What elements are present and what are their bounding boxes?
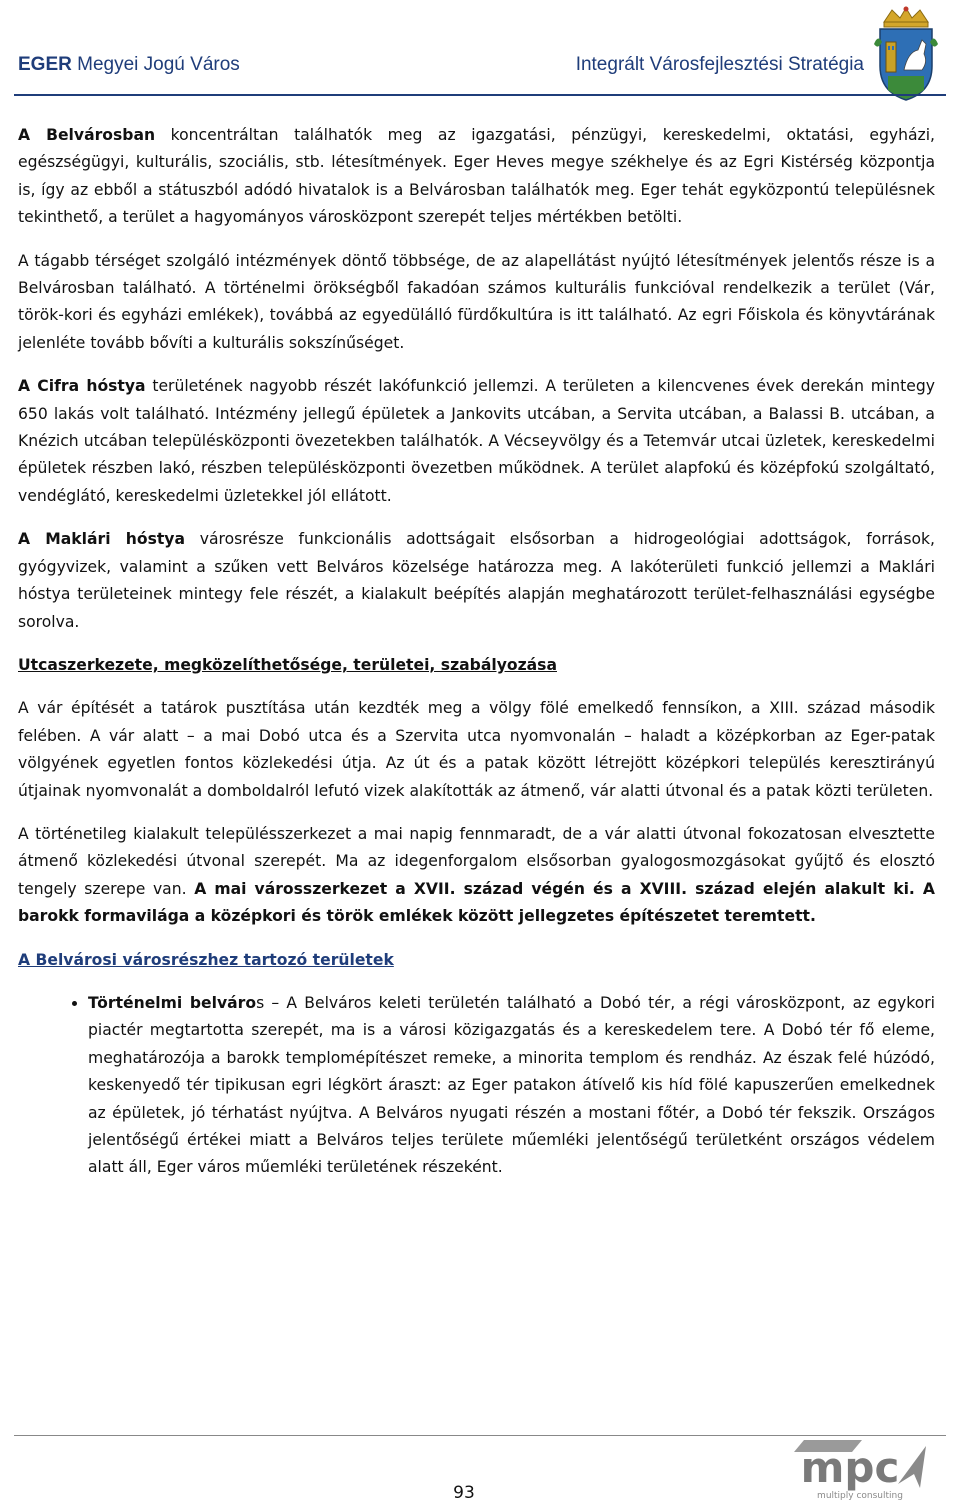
header-city-rest: Megyei Jogú Város — [71, 54, 240, 75]
term-belvarosban: A Belvárosban — [18, 126, 156, 144]
paragraph-telepulesszerkezet — [18, 821, 935, 931]
paragraph-cifra-hostya — [18, 373, 935, 510]
list-item-term: Történelmi belváro — [88, 993, 257, 1012]
header-divider — [14, 94, 946, 96]
header-doc-title: Integrált Városfejlesztési Stratégia — [575, 54, 864, 75]
header-city — [18, 54, 240, 76]
paragraph-maklari-hostya — [18, 526, 935, 636]
heading-utcaszerkezet: Utcaszerkezete, megközelíthetősége, területei, szabályozása — [18, 655, 557, 674]
paragraph-intezmenyek: A tágabb térséget szolgáló intézmények döntő többsége, de az alapellátást nyújtó létesítmények jelentős része is a Belvárosban található. A történelmi örökségből fakadóan számos kulturális funkcióval rendelkezik a terület (Vár, török-kori és egyházi emlékek), továbbá az egyedülálló fürdőkultúra is itt található. Az egri Főiskola és könyvtárának jelenléte tovább bővíti a kulturális sokszínűséget. — [18, 251, 935, 352]
area-list — [18, 990, 935, 1182]
mpc-logo — [766, 1438, 938, 1502]
crest-icon — [870, 4, 942, 104]
paragraph-text: A történetileg kialakult településszerkezet a mai napig fennmaradt, de a vár alatti útvonal fokozatosan elvesztette átmenő közlekedési útvonal szerepét. Ma az idegenforgalom elsősorban gyalogosmozgásokat gyűjtő és elosztó tengely szerepe van. — [18, 824, 935, 898]
heading-belvarosi-teruletek: A Belvárosi városrészhez tartozó területek — [18, 950, 394, 969]
term-cifra-hostya: A Cifra hóstya — [18, 377, 146, 396]
paragraph-text: városrésze funkcionális adottságait elsősorban a hidrogeológiai adottságok, források, gyógyvizek, valamint a szűken vett Belváros közelsége határozza meg. A lakóterületi funkció jellemzi a Maklári hóstya területeinek mintegy fele részét, a kialakult beépítés alapján meghatározott terület-felhasználási egységbe sorolva. — [18, 530, 935, 631]
page-header — [18, 54, 864, 76]
term-maklari-hostya: A Maklári hóstya — [18, 530, 185, 549]
mpc-logo-text: mpc — [800, 1443, 900, 1492]
paragraph-bold-text: A mai városszerkezet a XVII. század végén és a XVIII. század elején alakult ki. A barokk formavilága a középkori és török emlékek között jellegzetes építészetet teremtett. — [18, 879, 935, 926]
footer-divider — [14, 1435, 946, 1436]
paragraph-text: területének nagyobb részét lakófunkció jellemzi. A területen a kilencvenes évek derekán mintegy 650 lakás volt található. Intézmény jellegű épületek a Jankovits utcában, a Servita utcában, a Balassi B. utcában, a Knézich utcában településközponti övezetekben találhatók. A Vécseyvölgy és a Tetemvár utcai üzletek, kereskedelmi épületek részben lakó, részben településközponti övezetben működnek. A terület alapfokú és középfokú szolgáltató, vendéglátó, kereskedelmi üzletekkel jól ellátott. — [18, 377, 935, 505]
mpc-logo-subtitle: multiply consulting — [817, 1491, 903, 1501]
paragraph-belvaros — [18, 122, 935, 232]
document-body — [18, 122, 935, 1182]
page-number: 93 — [453, 1483, 475, 1503]
header-city-name: EGER — [18, 54, 72, 75]
list-item-text: s – A Belváros keleti területén található a Dobó tér, a régi városközpont, az egykori piactér megtartotta szerepét, ma is a városi közigazgatás és a kereskedelem tere. A Dobó tér fő eleme, meghatározója a barokk templomépítészet remeke, a minorita templom és rendház. Az észak felé húzódó, keskenyedő tér tipikusan egri légkört áraszt: az Eger patakon átívelő kis híd fölé kapuszerűen emelkednek az épületek, jó térhatást nyújtva. A Belváros nyugati részén a mostani főtér, a Dobó tér fekszik. Országos jelentőségű értékei miatt a Belváros teljes területe műemléki jelentőségű területként országos védelem alatt áll, Eger város műemléki területének részeként. — [88, 993, 936, 1177]
paragraph-var-epitese: A vár építését a tatárok pusztítása után kezdték meg a völgy fölé emelkedő fennsíkon, a XIII. század második felében. A vár alatt – a mai Dobó utca és a Szervita utca nyomvonalán – haladt a középkorban az Eger-patak völgyének egyetlen fontos közlekedési útja. Az út és a patak között létrejött középkori település keresztirányú útjainak nyomvonalát a domboldalról lefutó vizek alakították az átmenő, vár alatti útvonal és a patak közti területen. — [18, 699, 935, 800]
list-item — [88, 990, 935, 1182]
paragraph-text: koncentráltan találhatók meg az igazgatási, pénzügyi, kereskedelmi, oktatási, egyházi, egészségügyi, kulturális, szociális, stb. létesítmények. Eger Heves megye székhelye és az Egri Kistérség központja is, így az ebből a státuszból adódó hivatalok is a Belvárosban találhatók meg. Eger tehát egyközpontú településnek tekinthető, a terület a hagyományos városközpont szerepét teljes mértékben betölti. — [18, 126, 935, 227]
